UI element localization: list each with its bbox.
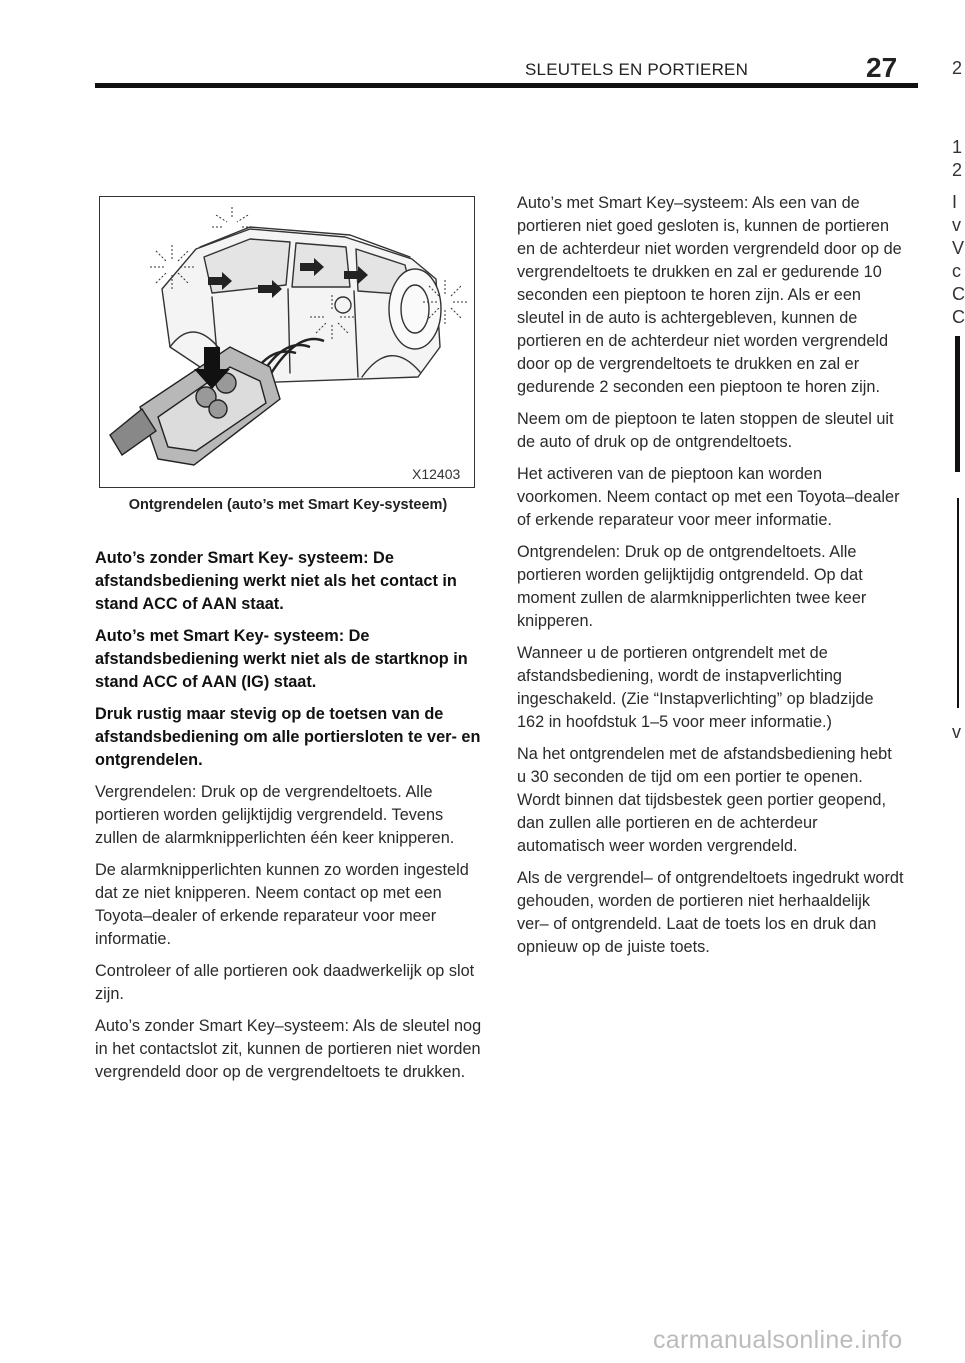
smart-key-illustration (99, 196, 475, 488)
paragraph: Na het ontgrendelen met de afstandsbediening hebt u 30 seconden de tijd om een portier te openen. Wordt binnen dat tijdsbestek geen portier geopend, dan zullen alle portieren en de achterdeur automatisch weer worden vergrendeld. (517, 745, 892, 855)
paragraph: Druk rustig maar stevig op de toetsen van de afstandsbediening om alle portiersloten te ver- en ontgrendelen. (95, 705, 481, 769)
car-and-key-drawing (100, 197, 474, 487)
figure-caption: Ontgrendelen (auto’s met Smart Key‑systeem) (128, 497, 448, 513)
paragraph: Ontgrendelen: Druk op de ontgrendeltoets. Alle portieren worden gelijktijdig ontgrendeld. Op dat moment zullen de alarmknipperlichten twee keer knipperen. (517, 543, 867, 630)
edge-fragment: 2 (952, 160, 963, 180)
edge-fragment: 2 (952, 58, 963, 78)
edge-bar (955, 336, 960, 472)
edge-fragment: I (952, 192, 958, 212)
right-column (517, 192, 905, 968)
edge-fragment: C (952, 307, 965, 327)
paragraph: Auto’s zonder Smart Key–systeem: Als de sleutel nog in het contactslot zit, kunnen de portieren niet worden vergrendeld door op de vergrendeltoets te drukken. (95, 1017, 482, 1081)
section-title: SLEUTELS EN PORTIEREN (525, 60, 749, 79)
paragraph: Controleer of alle portieren ook daadwerkelijk op slot zijn. (95, 962, 475, 1003)
paragraph: De alarmknipperlichten kunnen zo worden ingesteld dat ze niet knipperen. Neem contact op met een Toyota–dealer of erkende reparateur voor meer informatie. (95, 861, 469, 948)
paragraph: Wanneer u de portieren ontgrendelt met de afstandsbediening, wordt de instapverlichting ingeschakeld. (Zie “Instapverlichting” op bladzijde 162 in hoofdstuk 1–5 voor meer informatie.) (517, 644, 874, 731)
paragraph: Auto’s met Smart Key–systeem: Als een van de portieren niet goed gesloten is, kunnen de portieren en de achterdeur niet worden vergrendeld door op de vergrendeltoets te drukken en zal er gedurende 10 seconden een pieptoon te horen zijn. Als er een sleutel in de auto is achtergebleven, kunnen de portieren en de achterdeur niet worden vergrendeld door op de vergrendeltoets te drukken en zal er gedurende 2 seconden een pieptoon te horen zijn. (517, 194, 902, 396)
paragraph: Vergrendelen: Druk op de vergrendeltoets. Alle portieren worden gelijktijdig vergrendeld. Tevens zullen de alarmknipperlichten één keer knipperen. (95, 783, 455, 847)
header-rule (95, 83, 918, 88)
edge-fragment: v (952, 215, 961, 235)
paragraph: Neem om de pieptoon te laten stoppen de sleutel uit de auto of druk op de ontgrendeltoets. (517, 410, 894, 451)
paragraph: Als de vergrendel– of ontgrendeltoets ingedrukt wordt gehouden, worden de portieren niet herhaaldelijk ver– of ontgrendeld. Laat de toets los en druk dan opnieuw op de juiste toets. (517, 869, 904, 956)
paragraph: Het activeren van de pieptoon kan worden voorkomen. Neem contact op met een Toyota–dealer of erkende reparateur voor meer informatie. (517, 465, 900, 529)
edge-bar (957, 498, 959, 708)
figure-code: X12403 (412, 466, 461, 482)
edge-fragment: c (952, 261, 961, 281)
page-number: 27 (866, 52, 898, 83)
edge-fragment: C (952, 284, 965, 304)
paragraph: Auto’s met Smart Key- systeem: De afstandsbediening werkt niet als de startknop in stand ACC of AAN (IG) staat. (95, 627, 468, 691)
paragraph: Auto’s zonder Smart Key- systeem: De afstandsbediening werkt niet als het contact in stand ACC of AAN staat. (95, 549, 457, 613)
edge-fragment: 1 (952, 137, 963, 157)
edge-fragment: V (952, 238, 965, 258)
left-column (95, 547, 483, 1093)
edge-fragment: v (952, 722, 961, 742)
watermark: carmanualsonline.info (653, 1326, 903, 1354)
